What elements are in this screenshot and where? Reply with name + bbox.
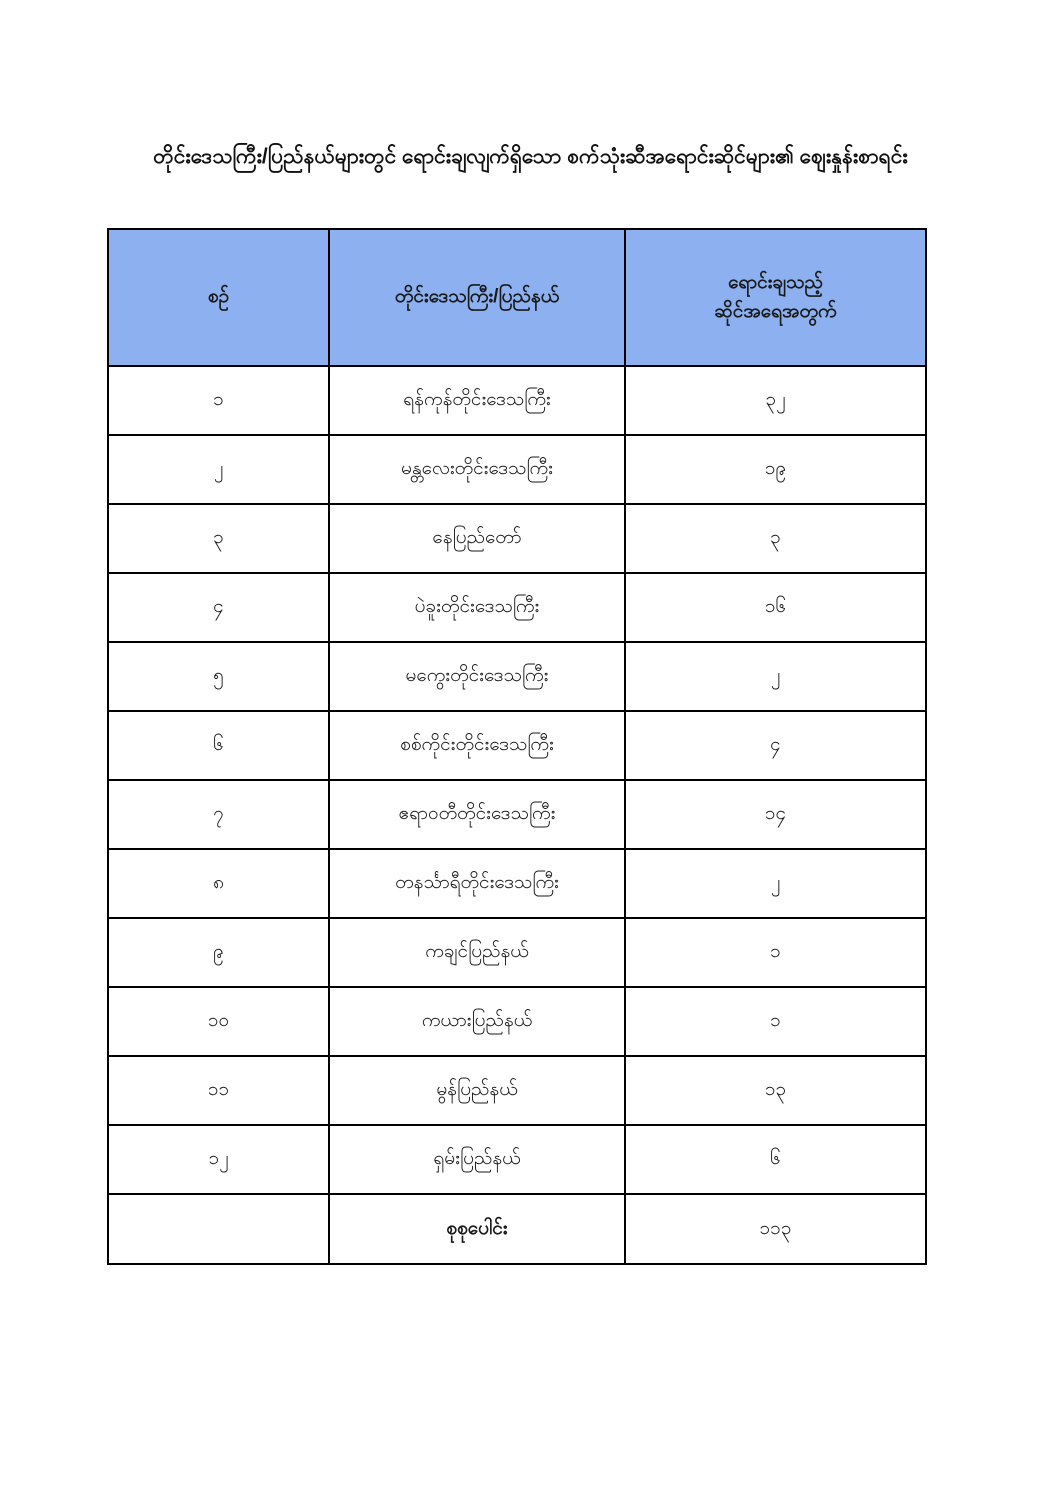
table-row (108, 780, 926, 849)
cell-region: စစ်ကိုင်းတိုင်းဒေသကြီး (329, 711, 625, 780)
header-cell-no: စဉ် (108, 229, 329, 366)
cell-count: ၁၃ (625, 1056, 926, 1125)
cell-no: ၁၁ (108, 1056, 329, 1125)
total-count: ၁၁၃ (625, 1194, 926, 1264)
cell-count: ၂ (625, 849, 926, 918)
cell-no: ၅ (108, 642, 329, 711)
cell-no: ၉ (108, 918, 329, 987)
table-row (108, 435, 926, 504)
cell-no: ၆ (108, 711, 329, 780)
cell-region: တနင်္သာရီတိုင်းဒေသကြီး (329, 849, 625, 918)
cell-count: ၃ (625, 504, 926, 573)
cell-region: ရန်ကုန်တိုင်းဒေသကြီး (329, 366, 625, 435)
table-row (108, 366, 926, 435)
header-cell-count: ရောင်းချသည့် ဆိုင်အရေအတွက် (625, 229, 926, 366)
cell-no: ၇ (108, 780, 329, 849)
table-row (108, 642, 926, 711)
table-row (108, 1056, 926, 1125)
cell-region: မန္တလေးတိုင်းဒေသကြီး (329, 435, 625, 504)
cell-count: ၃၂ (625, 366, 926, 435)
cell-region: ပဲခူးတိုင်းဒေသကြီး (329, 573, 625, 642)
cell-count: ၂ (625, 642, 926, 711)
table-row (108, 849, 926, 918)
cell-region: ကချင်ပြည်နယ် (329, 918, 625, 987)
table-row (108, 987, 926, 1056)
page-title: တိုင်းဒေသကြီး/ပြည်နယ်များတွင် ရောင်းချလျက်ရှိသော စက်သုံးဆီအရောင်းဆိုင်များ၏ ဈေးနှုန်းစာရင်း (153, 145, 908, 168)
cell-no: ၂ (108, 435, 329, 504)
table-row (108, 918, 926, 987)
table-body (108, 366, 926, 1264)
cell-count: ၁ (625, 918, 926, 987)
fuel-shop-count-table (107, 228, 927, 1265)
total-row (108, 1194, 926, 1264)
table-header (108, 229, 926, 366)
cell-count: ၁၄ (625, 780, 926, 849)
cell-region: ရှမ်းပြည်နယ် (329, 1125, 625, 1194)
cell-no: ၈ (108, 849, 329, 918)
table-row (108, 573, 926, 642)
cell-count: ၆ (625, 1125, 926, 1194)
cell-region: ကယားပြည်နယ် (329, 987, 625, 1056)
cell-region: မကွေးတိုင်းဒေသကြီး (329, 642, 625, 711)
cell-no: ၃ (108, 504, 329, 573)
table-row (108, 1125, 926, 1194)
cell-no: ၁၀ (108, 987, 329, 1056)
header-cell-region: တိုင်းဒေသကြီး/ပြည်နယ် (329, 229, 625, 366)
cell-count: ၁၉ (625, 435, 926, 504)
cell-region: နေပြည်တော် (329, 504, 625, 573)
cell-no: ၁၂ (108, 1125, 329, 1194)
cell-region: မွန်ပြည်နယ် (329, 1056, 625, 1125)
header-row (108, 229, 926, 366)
total-cell-empty (108, 1194, 329, 1264)
cell-count: ၄ (625, 711, 926, 780)
cell-region: ဧရာဝတီတိုင်းဒေသကြီး (329, 780, 625, 849)
cell-no: ၄ (108, 573, 329, 642)
cell-count: ၁ (625, 987, 926, 1056)
table-row (108, 711, 926, 780)
total-label: စုစုပေါင်း (329, 1194, 625, 1264)
table-row (108, 504, 926, 573)
cell-no: ၁ (108, 366, 329, 435)
cell-count: ၁၆ (625, 573, 926, 642)
